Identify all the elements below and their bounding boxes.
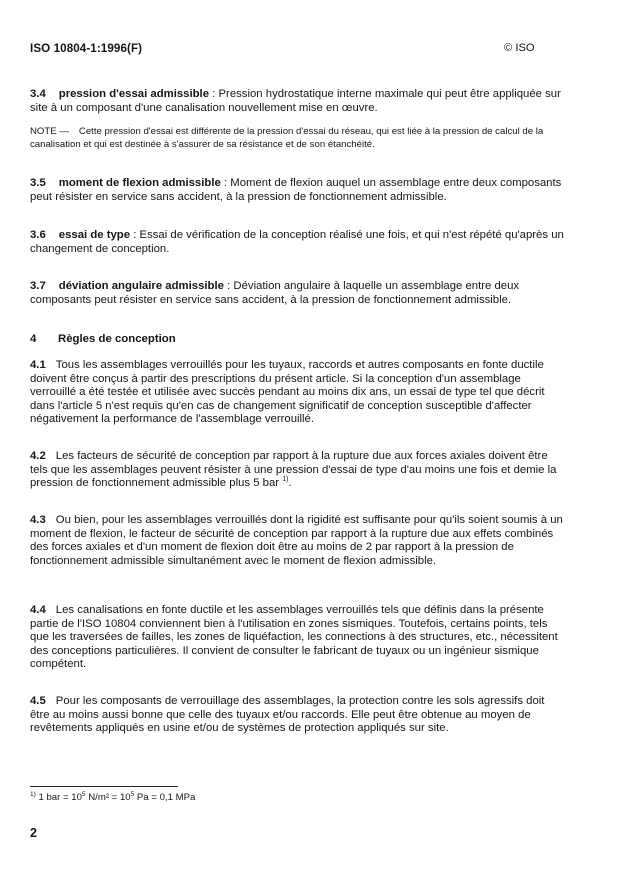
note-label: NOTE — bbox=[30, 126, 69, 137]
note-text: Cette pression d'essai est différente de la pression d'essai du réseau, qui est liée à la pression de calcul de la canalisation et qui est destinée à s'assurer de sa résistance et de son étanchéité. bbox=[30, 126, 544, 151]
footnote-text-a: 1 bar = 10 bbox=[38, 792, 82, 803]
definition-text: : Moment de flexion auquel un assemblage entre deux composants peut résister en service sans accident, à la pression de fonctionnement admissible. bbox=[30, 177, 562, 203]
paragraph-number: 4.4 bbox=[30, 604, 46, 616]
paragraph-text: Les facteurs de sécurité de conception par rapport à la rupture due aux forces axiales doivent être tels que les assemblages peuvent résister à une pression d'essai de type d'au moins une fois et demie la pression de fonctionnement admissible plus 5 bar bbox=[30, 450, 557, 490]
standard-reference: ISO 10804-1:1996(F) bbox=[30, 42, 143, 55]
footnote bbox=[30, 792, 195, 804]
paragraph-4-5 bbox=[30, 695, 566, 736]
footnote-text-b: N/m² = 10 bbox=[85, 792, 131, 803]
paragraph-number: 4.5 bbox=[30, 695, 46, 707]
copyright-mark: © ISO bbox=[504, 42, 535, 54]
definition-text: : Déviation angulaire à laquelle un assemblage entre deux composants peut résister en service sans accident, à la pression de fonctionnement admissible. bbox=[30, 280, 520, 306]
paragraph-text: Les canalisations en fonte ductile et les assemblages verrouillés tels que définis dans la présente partie de l'ISO 10804 conviennent bien à l'utilisation en zones sismiques. Toutefois, certains points, tels que les traversées de failles, les zones de liquéfaction, les connections à des structures, etc., nécessitent des conceptions particulières. Il convient de consulter le fabricant de tuyaux ou un ingénieur sismique compétent. bbox=[30, 604, 558, 671]
definition-3-7 bbox=[30, 280, 566, 307]
paragraph-4-4 bbox=[30, 604, 566, 672]
definition-term: déviation angulaire admissible bbox=[58, 280, 224, 292]
definition-3-4 bbox=[30, 88, 566, 115]
paragraph-number: 4.3 bbox=[30, 514, 46, 526]
paragraph-4-2 bbox=[30, 450, 566, 491]
clause-number: 4 bbox=[30, 333, 37, 345]
paragraph-number: 4.1 bbox=[30, 359, 46, 371]
paragraph-4-3 bbox=[30, 514, 566, 568]
paragraph-number: 4.2 bbox=[30, 450, 46, 462]
definition-term: essai de type bbox=[58, 229, 131, 241]
definition-term: pression d'essai admissible bbox=[58, 88, 210, 100]
paragraph-text: Tous les assemblages verrouillés pour les tuyaux, raccords et autres composants en fonte ductile doivent être conçus à partir des prescriptions du présent article. Si la conception d'un assemblage verrouillé a été testée et utilisée avec succès pendant au moins dix ans, un essai de type tel que décrit dans l'article 5 n'est requis qu'en cas de changement significatif de conception susceptible d'affecter négativement la performance de l'assemblage verrouillé. bbox=[30, 359, 545, 426]
paragraph-text: Ou bien, pour les assemblages verrouillés dont la rigidité est suffisante pour qu'ils soient soumis à un moment de flexion, le facteur de sécurité de conception par rapport à la rupture due aux effets combinés des forces axiales et d'un moment de flexion doit être au moins de 2 par rapport à la pression de fonctionnement admissible simultanément avec le moment de flexion admissible. bbox=[30, 514, 563, 567]
footnote-mark: 1) bbox=[30, 791, 36, 798]
footnote-exponent-2: 5 bbox=[130, 791, 135, 798]
clause-title: Règles de conception bbox=[58, 333, 176, 345]
definition-number: 3.4 bbox=[30, 88, 46, 100]
page-number: 2 bbox=[30, 826, 37, 840]
definition-text: : Essai de vérification de la conception réalisé une fois, et qui n'est répété qu'après un changement de conception. bbox=[30, 229, 564, 255]
definition-number: 3.7 bbox=[30, 280, 46, 292]
definition-term: moment de flexion admissible bbox=[58, 177, 221, 189]
footnote-exponent-1: 5 bbox=[81, 791, 86, 798]
definition-3-6 bbox=[30, 229, 566, 256]
paragraph-tail: . bbox=[288, 477, 292, 490]
footnote-separator bbox=[30, 786, 178, 787]
footnote-reference: 1) bbox=[282, 476, 289, 484]
paragraph-text: Pour les composants de verrouillage des assemblages, la protection contre les sols agressifs doit être au moins aussi bonne que celle des tuyaux et/ou raccords. Elle peut être obtenue au moyen de revêtements appliqués en usine et/ou de systèmes de protection appliqués sur site. bbox=[30, 695, 545, 735]
definition-number: 3.5 bbox=[30, 177, 46, 189]
definition-number: 3.6 bbox=[30, 229, 46, 241]
note bbox=[30, 125, 566, 152]
definition-3-5 bbox=[30, 177, 566, 204]
paragraph-4-1 bbox=[30, 359, 566, 427]
clause-heading bbox=[30, 333, 176, 345]
definition-text: : Pression hydrostatique interne maximale qui peut être appliquée sur site à un composant d'une canalisation nouvellement mise en œuvre. bbox=[30, 88, 561, 114]
footnote-text-c: Pa = 0,1 MPa bbox=[134, 792, 196, 803]
